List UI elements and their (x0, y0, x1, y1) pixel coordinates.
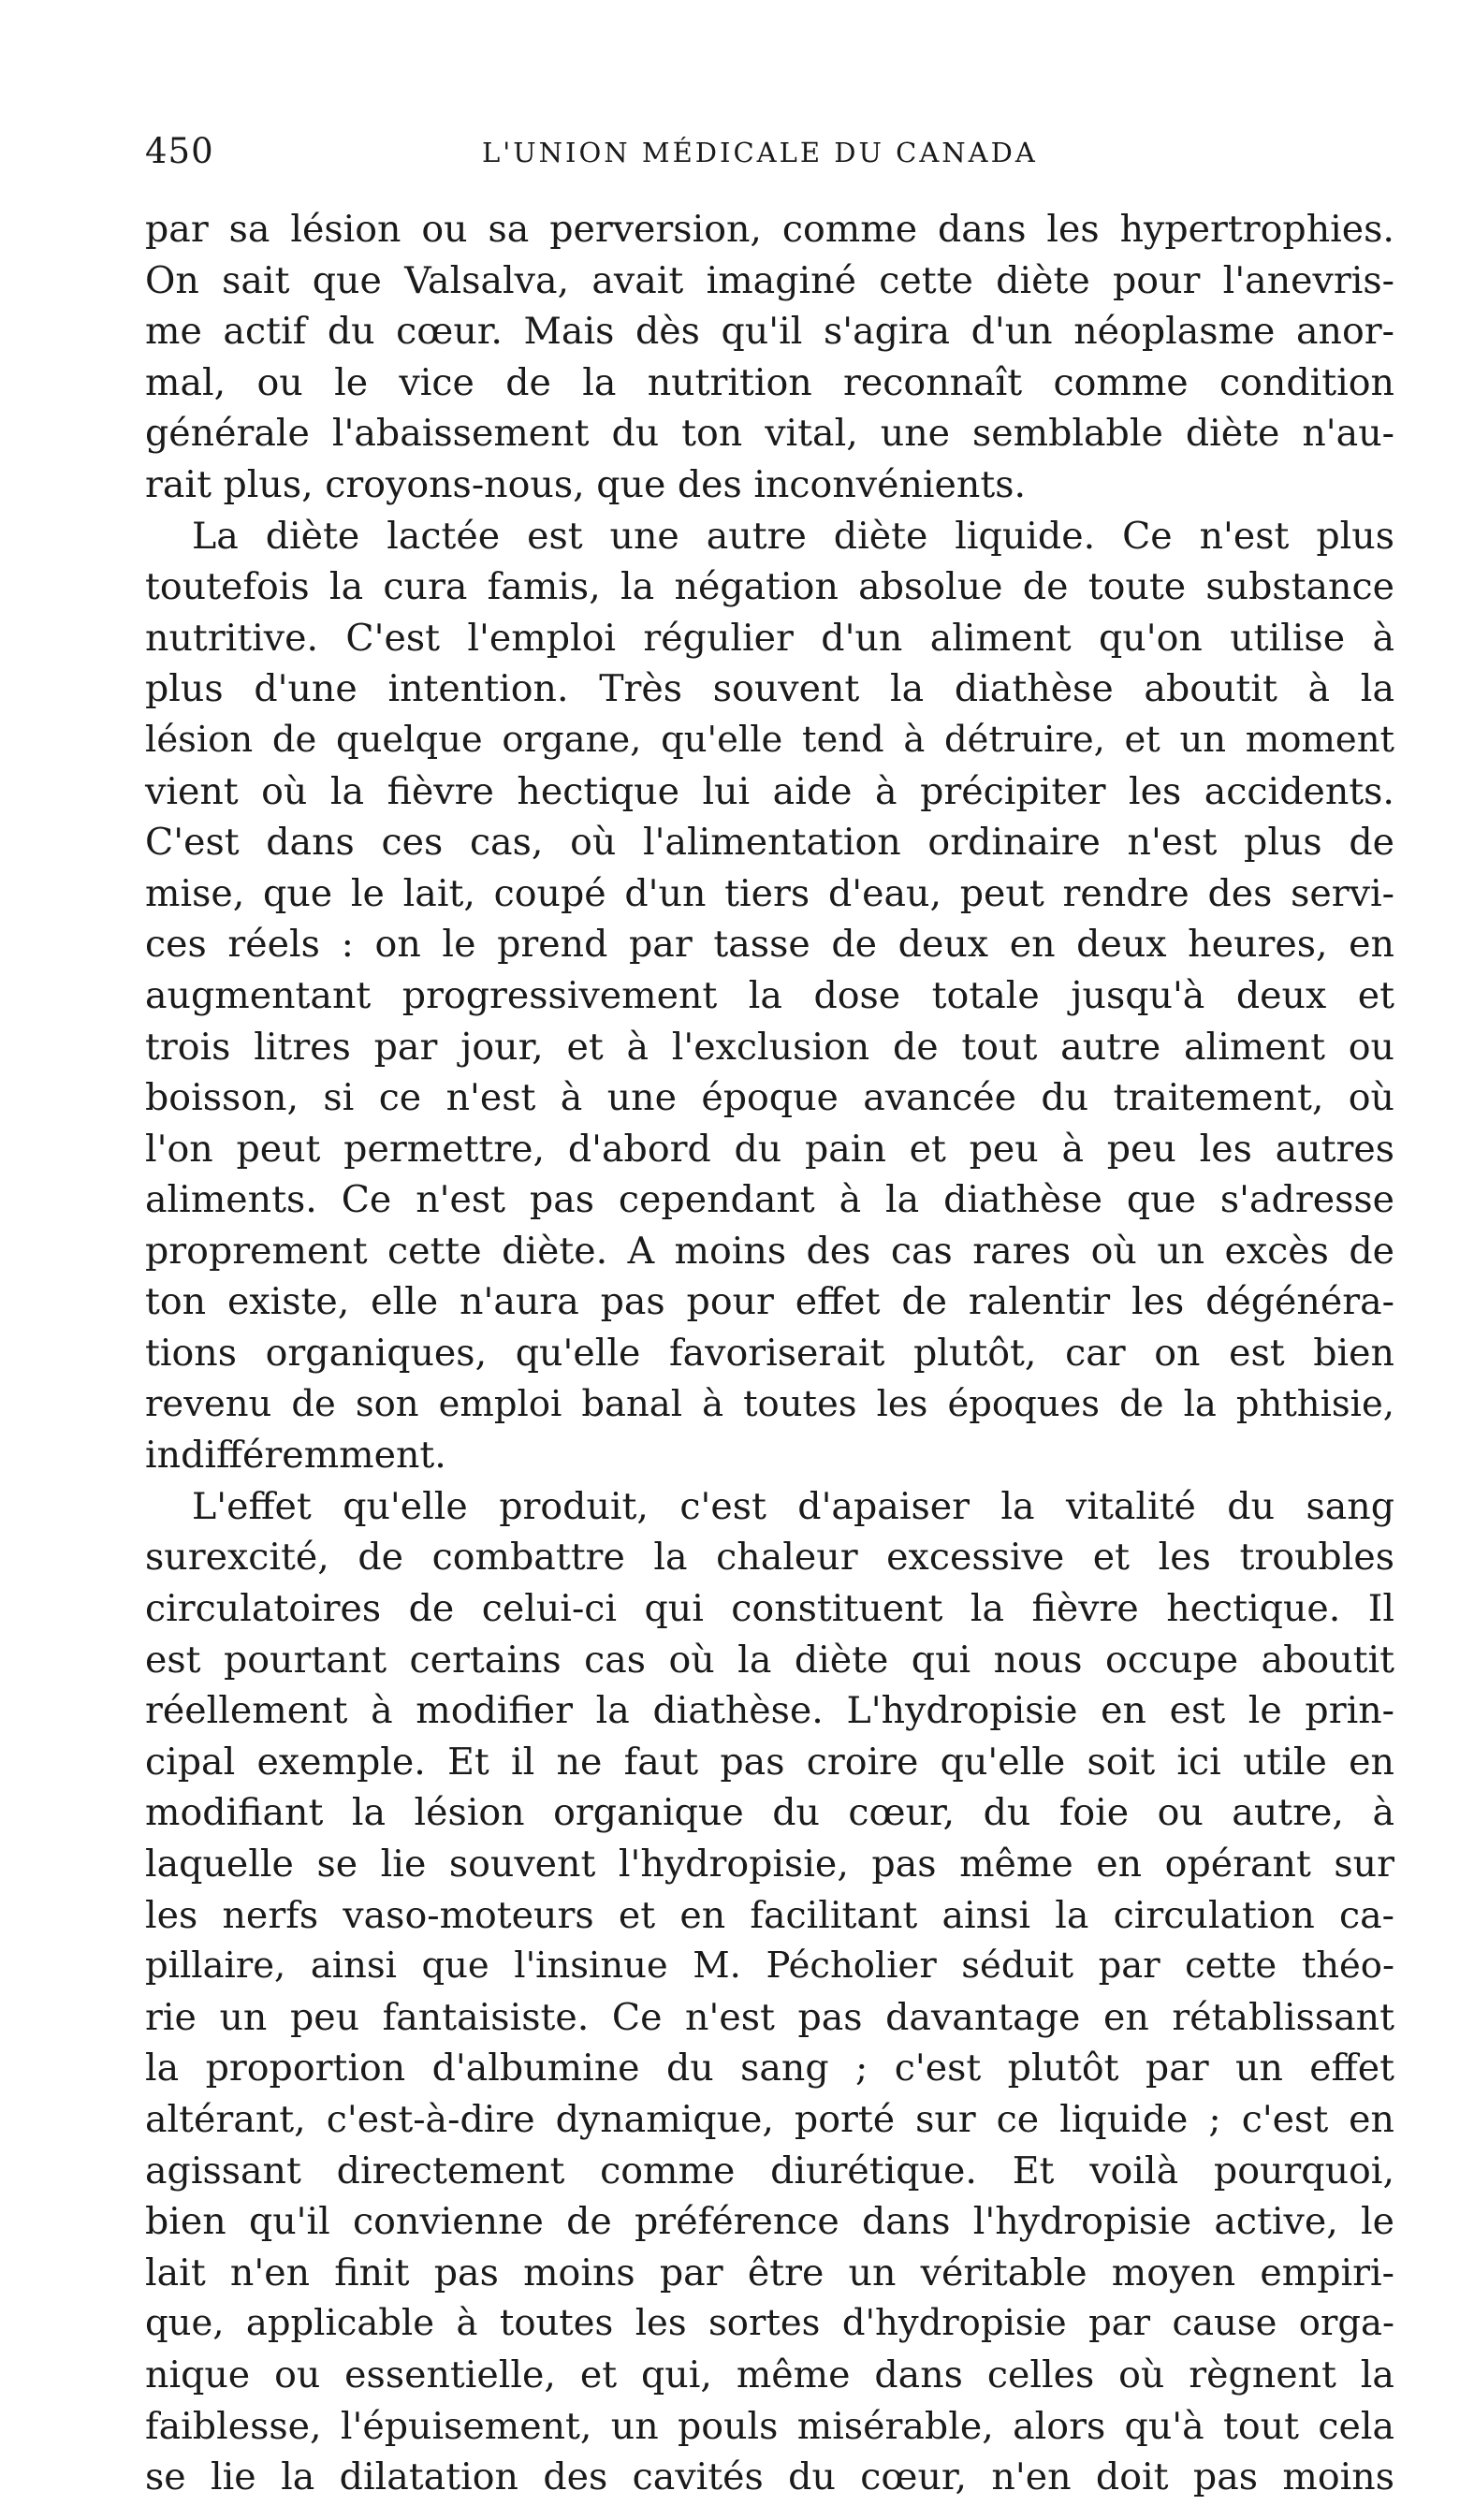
text-line: nique ou essentielle, et qui, même dans celles où règnent la (145, 2352, 1394, 2396)
text-line: vient où la fièvre hectique lui aide à précipiter les accidents. (145, 769, 1394, 813)
text-line: me actif du cœur. Mais dès qu'il s'agira d'un néoplasme anor- (145, 310, 1394, 354)
text-line: trois litres par jour, et à l'exclusion de tout autre aliment ou (145, 1025, 1394, 1069)
text-line: L'effet qu'elle produit, c'est d'apaiser la vitalité du sang (192, 1484, 1394, 1528)
text-line: proprement cette diète. A moins des cas rares où un excès de (145, 1229, 1394, 1273)
text-line: mal, ou le vice de la nutrition reconnaît comme condition (145, 360, 1394, 404)
running-header (145, 131, 1371, 178)
text-line: aliments. Ce n'est pas cependant à la diathèse que s'adresse (145, 1178, 1394, 1222)
text-line: par sa lésion ou sa perversion, comme dans les hypertrophies. (145, 208, 1394, 251)
text-line: l'on peut permettre, d'abord du pain et peu à peu les autres (145, 1127, 1394, 1171)
text-line: circulatoires de celui-ci qui constituent la fièvre hectique. Il (145, 1587, 1394, 1631)
journal-title: L'UNION MÉDICALE DU CANADA (482, 137, 1038, 168)
text-line: laquelle se lie souvent l'hydropisie, pas même en opérant sur (145, 1843, 1394, 1886)
text-line: faiblesse, l'épuisement, un pouls misérable, alors qu'à tout cela (145, 2404, 1394, 2448)
text-line: cipal exemple. Et il ne faut pas croire qu'elle soit ici utile en (145, 1740, 1394, 1784)
text-line: générale l'abaissement du ton vital, une semblable diète n'au- (145, 412, 1394, 456)
text-line: ton existe, elle n'aura pas pour effet de ralentir les dégénéra- (145, 1280, 1394, 1324)
text-line: agissant directement comme diurétique. Et voilà pourquoi, (145, 2149, 1394, 2192)
text-line: bien qu'il convienne de préférence dans l'hydropisie active, le (145, 2200, 1394, 2244)
text-line: est pourtant certains cas où la diète qui nous occupe aboutit (145, 1638, 1394, 1682)
text-line: surexcité, de combattre la chaleur excessive et les troubles (145, 1536, 1394, 1580)
text-line: mise, que le lait, coupé d'un tiers d'eau, peut rendre des servi- (145, 871, 1394, 915)
text-line: La diète lactée est une autre diète liquide. Ce n'est plus (192, 514, 1394, 558)
text-line: altérant, c'est-à-dire dynamique, porté sur ce liquide ; c'est en (145, 2097, 1394, 2141)
text-line: lait n'en finit pas moins par être un véritable moyen empiri- (145, 2251, 1394, 2294)
text-line: ces réels : on le prend par tasse de deux en deux heures, en (145, 923, 1394, 967)
text-line: rie un peu fantaisiste. Ce n'est pas davantage en rétablissant (145, 1995, 1394, 2039)
text-line: lésion de quelque organe, qu'elle tend à détruire, et un moment (145, 718, 1394, 761)
text-line: boisson, si ce n'est à une époque avancée du traitement, où (145, 1076, 1394, 1120)
text-line: nutritive. C'est l'emploi régulier d'un aliment qu'on utilise à (145, 616, 1394, 660)
text-line: les nerfs vaso-moteurs et en facilitant ainsi la circulation ca- (145, 1893, 1394, 1937)
body-text (145, 204, 1394, 2503)
paragraph-2 (145, 511, 1394, 1481)
paragraph-1 (145, 204, 1394, 511)
text-line: modifiant la lésion organique du cœur, du foie ou autre, à (145, 1791, 1394, 1835)
text-line: On sait que Valsalva, avait imaginé cette diète pour l'anevris- (145, 258, 1394, 302)
text-line: tions organiques, qu'elle favoriserait plutôt, car on est bien (145, 1332, 1394, 1376)
text-line: plus d'une intention. Très souvent la diathèse aboutit à la (145, 667, 1394, 711)
text-line: indifféremment. (145, 1434, 446, 1478)
text-line: se lie la dilatation des cavités du cœur, n'en doit pas moins (145, 2455, 1394, 2499)
text-line: la proportion d'albumine du sang ; c'est plutôt par un effet (145, 2047, 1394, 2090)
text-line: que, applicable à toutes les sortes d'hydropisie par cause orga- (145, 2302, 1394, 2345)
text-line: rait plus, croyons-nous, que des inconvénients. (145, 462, 1027, 506)
paragraph-3 (145, 1481, 1394, 2503)
text-line: augmentant progressivement la dose totale jusqu'à deux et (145, 973, 1394, 1017)
text-line: réellement à modifier la diathèse. L'hydropisie en est le prin- (145, 1689, 1394, 1733)
text-line: pillaire, ainsi que l'insinue M. Pécholier séduit par cette théo- (145, 1945, 1394, 1988)
text-line: revenu de son emploi banal à toutes les époques de la phthisie, (145, 1382, 1394, 1425)
page-number: 450 (145, 131, 214, 171)
text-line: C'est dans ces cas, où l'alimentation ordinaire n'est plus de (145, 821, 1394, 865)
text-line: toutefois la cura famis, la négation absolue de toute substance (145, 565, 1394, 609)
